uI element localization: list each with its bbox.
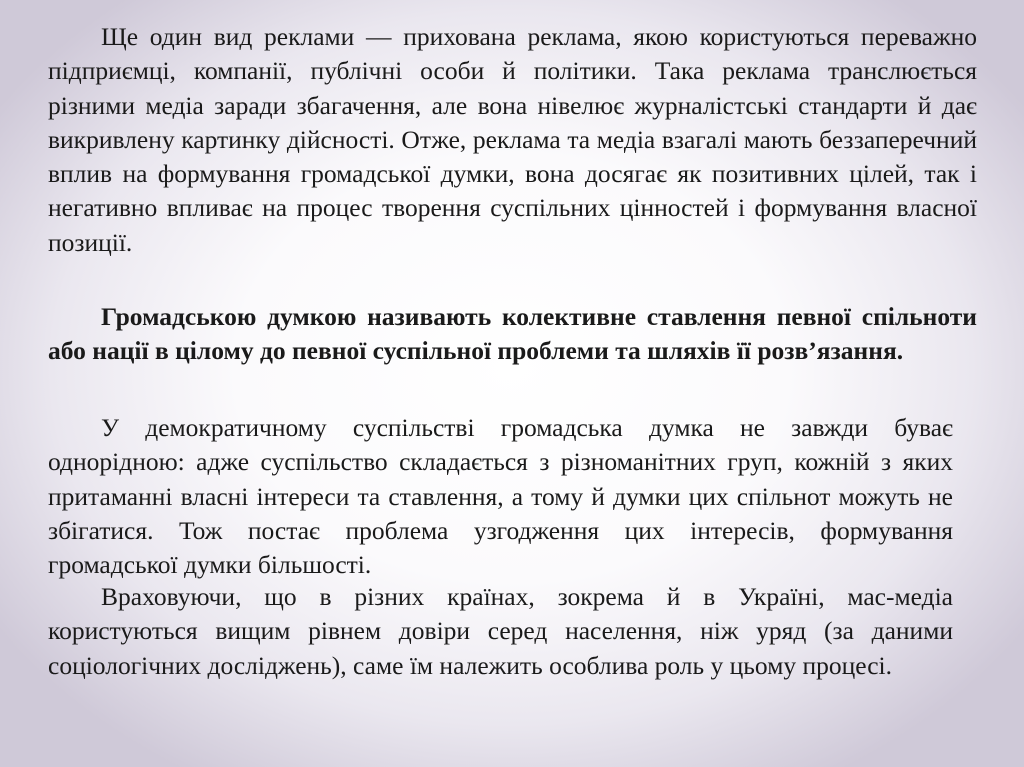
paragraph-text: Ще один вид реклами — прихована реклама, якою користуються переважно підприємці, компанії, публічні особи й політики. Така реклама транслюється різними медіа заради збагачення, але вона нівелює журналістські стандарти й дає викривлену картинку дійсності. Отже, реклама та медіа взагалі мають беззаперечний вплив на формування громадської думки, вона досягає як позитивних цілей, так і негативно впливає на процес творення суспільних цінностей і формування власної позиції. bbox=[48, 22, 977, 257]
paragraph-text: Враховуючи, що в різних країнах, зокрема й в Україні, мас-медіа користуються вищим рівнем довіри серед населення, ніж уряд (за даними соціологічних досліджень), саме їм належить особлива роль у цьому процесі. bbox=[48, 582, 953, 680]
paragraph-mass-media-role bbox=[48, 580, 953, 683]
paragraph-text: Громадською думкою називають колективне ставлення певної спільноти або нації в цілому до певної суспільної проблеми та шляхів її розв’язання. bbox=[48, 302, 977, 366]
paragraph-text: У демократичному суспільстві громадська думка не завжди буває однорідною: адже суспільство складається з різноманітних груп, кожній з яких притаманні власні інтереси та ставлення, а тому й думки цих спільнот можуть не збігатися. Тож постає проблема узгодження цих інтересів, формування громадської думки більшості. bbox=[48, 413, 953, 580]
paragraph-hidden-advertising bbox=[48, 20, 977, 260]
paragraph-democratic-society bbox=[48, 411, 953, 582]
paragraph-public-opinion-definition bbox=[48, 300, 977, 369]
